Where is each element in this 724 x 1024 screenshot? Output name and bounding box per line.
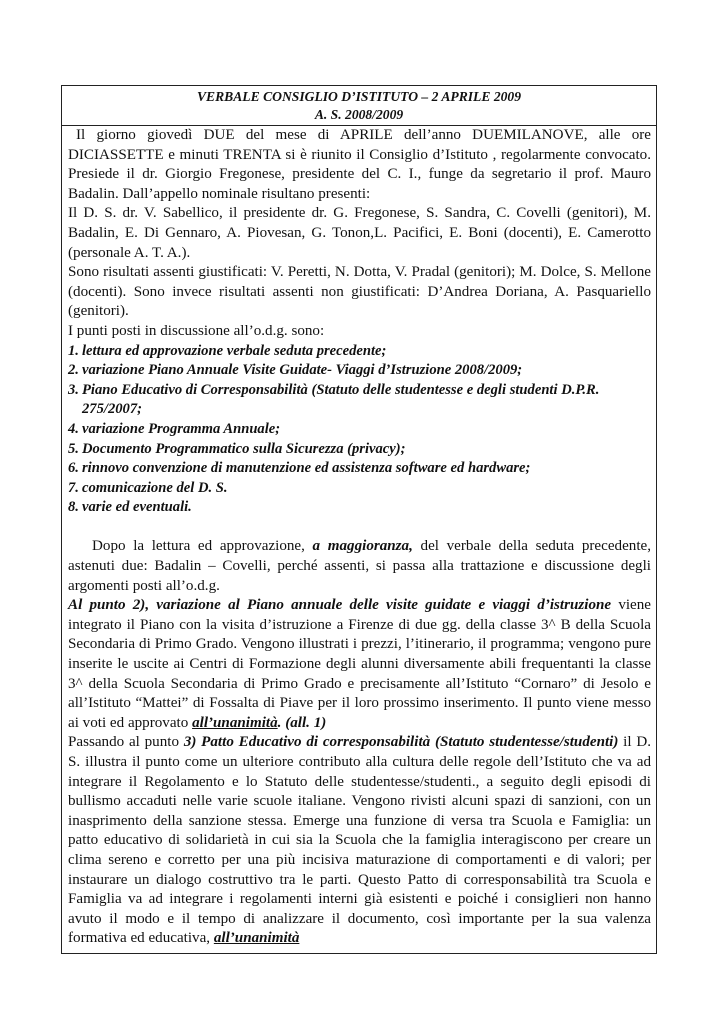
agenda-item: 3. Piano Educativo di Corresponsabilità (Statuto delle studentesse e degli studenti D.P.R. 275/2007; [68, 381, 600, 418]
approval-paragraph: Dopo la lettura ed approvazione, a maggioranza, del verbale della seduta precedente, astenuti due: Badalin – Covelli, perché assenti, si passa alla trattazione e discussione degli argomenti posti all’o.d.g. [68, 538, 651, 594]
blank-line [68, 518, 651, 538]
minutes-frame [61, 85, 657, 954]
agenda-item: 5. Documento Programmatico sulla Sicurezza (privacy); [68, 440, 406, 457]
absent-members: Sono risultati assenti giustificati: V. Peretti, N. Dotta, V. Pradal (genitori); M. Dolce, S. Mellone (docenti). Sono invece risultati assenti non giustificati: D’Andrea Doriana, A. Pasquariello (genitori). [68, 264, 651, 320]
intro-paragraph: Il giorno giovedì DUE del mese di APRILE dell’anno DUEMILANOVE, alle ore DICIASSETTE e minuti TRENTA si è riunito il Consiglio d’Istituto , regolarmente convocato. Presiede il dr. Giorgio Fregonese, presidente del C. I., funge da segretario il prof. Mauro Badalin. Dall’appello nominale risultano presenti: [68, 127, 651, 202]
agenda-item: 2. variazione Piano Annuale Visite Guidate- Viaggi d’Istruzione 2008/2009; [68, 362, 523, 379]
agenda-intro: I punti posti in discussione all’o.d.g. sono: [68, 322, 325, 339]
document-title: VERBALE CONSIGLIO D’ISTITUTO – 2 APRILE 2009 [196, 89, 522, 104]
agenda-item: 1. lettura ed approvazione verbale seduta precedente; [68, 342, 387, 359]
agenda-item: 8. varie ed eventuali. [68, 499, 192, 516]
point-2-paragraph: Al punto 2), variazione al Piano annuale delle visite guidate e viaggi d’istruzione viene integrato il Piano con la visita d’istruzione a Firenze di due gg. della classe 3^ B della Scuola Secondaria di Primo Grado. Vengono illustrati i prezzi, l’itinerario, il programma; vengono pure inserite le uscite ai Centri di Formazione degli alunni diversamente abili frequentanti la classe 3^ della Scuola Secondaria di Primo Grado e precisamente all’Istituto “Cornaro” di Jesolo e all’Istituto “Mattei” di Fossalta di Piave per il loro prossimo inserimento. Il punto viene messo ai voti ed approvato all’unanimità. (all. 1) [68, 597, 652, 731]
agenda-list [68, 342, 651, 518]
agenda-item: 6. rinnovo convenzione di manutenzione ed assistenza software ed hardware; [68, 460, 531, 477]
agenda-item: 7. comunicazione del D. S. [68, 479, 228, 496]
document-body [62, 126, 656, 949]
point-3-paragraph: Passando al punto 3) Patto Educativo di corresponsabilità (Statuto studentesse/studenti) il D. S. illustra il punto come un ulteriore contributo alla cultura delle regole dell’Istituto che va ad integrare il Regolamento e lo Statuto delle studentesse/studenti., a seguito degli episodi di bullismo accaduti nelle varie scuole italiane. Vengono rivisti alcuni spazi di sanzioni, con un inasprimento della sanzione stessa. Emerge una funzione di versa tra Scuola e Famiglia: un patto educativo di solidarietà in cui sia la Scuola che la famiglia interagiscono per creare un clima sereno e corretto per una più incisiva maturazione di comportamenti e di valori; per instaurare un dialogo costruttivo tra le parti. Questo Patto di corresponsabilità tra Scuola e Famiglia va ad integrare i regolamenti interni già esistenti e poiché i consiglieri non hanno avuto il modo e il tempo di analizzare il documento, così importante per la sua valenza formativa ed educativa, all’unanimità [68, 734, 652, 947]
agenda-item: 4. variazione Programma Annuale; [68, 420, 281, 437]
document-header [62, 86, 656, 126]
present-members: Il D. S. dr. V. Sabellico, il presidente dr. G. Fregonese, S. Sandra, C. Covelli (genitori), M. Badalin, E. Di Gennaro, A. Piovesan, G. Tonon,L. Pacifici, E. Boni (docenti), E. Camerotto (personale A. T. A.). [68, 205, 651, 261]
school-year: A. S. 2008/2009 [314, 107, 404, 122]
